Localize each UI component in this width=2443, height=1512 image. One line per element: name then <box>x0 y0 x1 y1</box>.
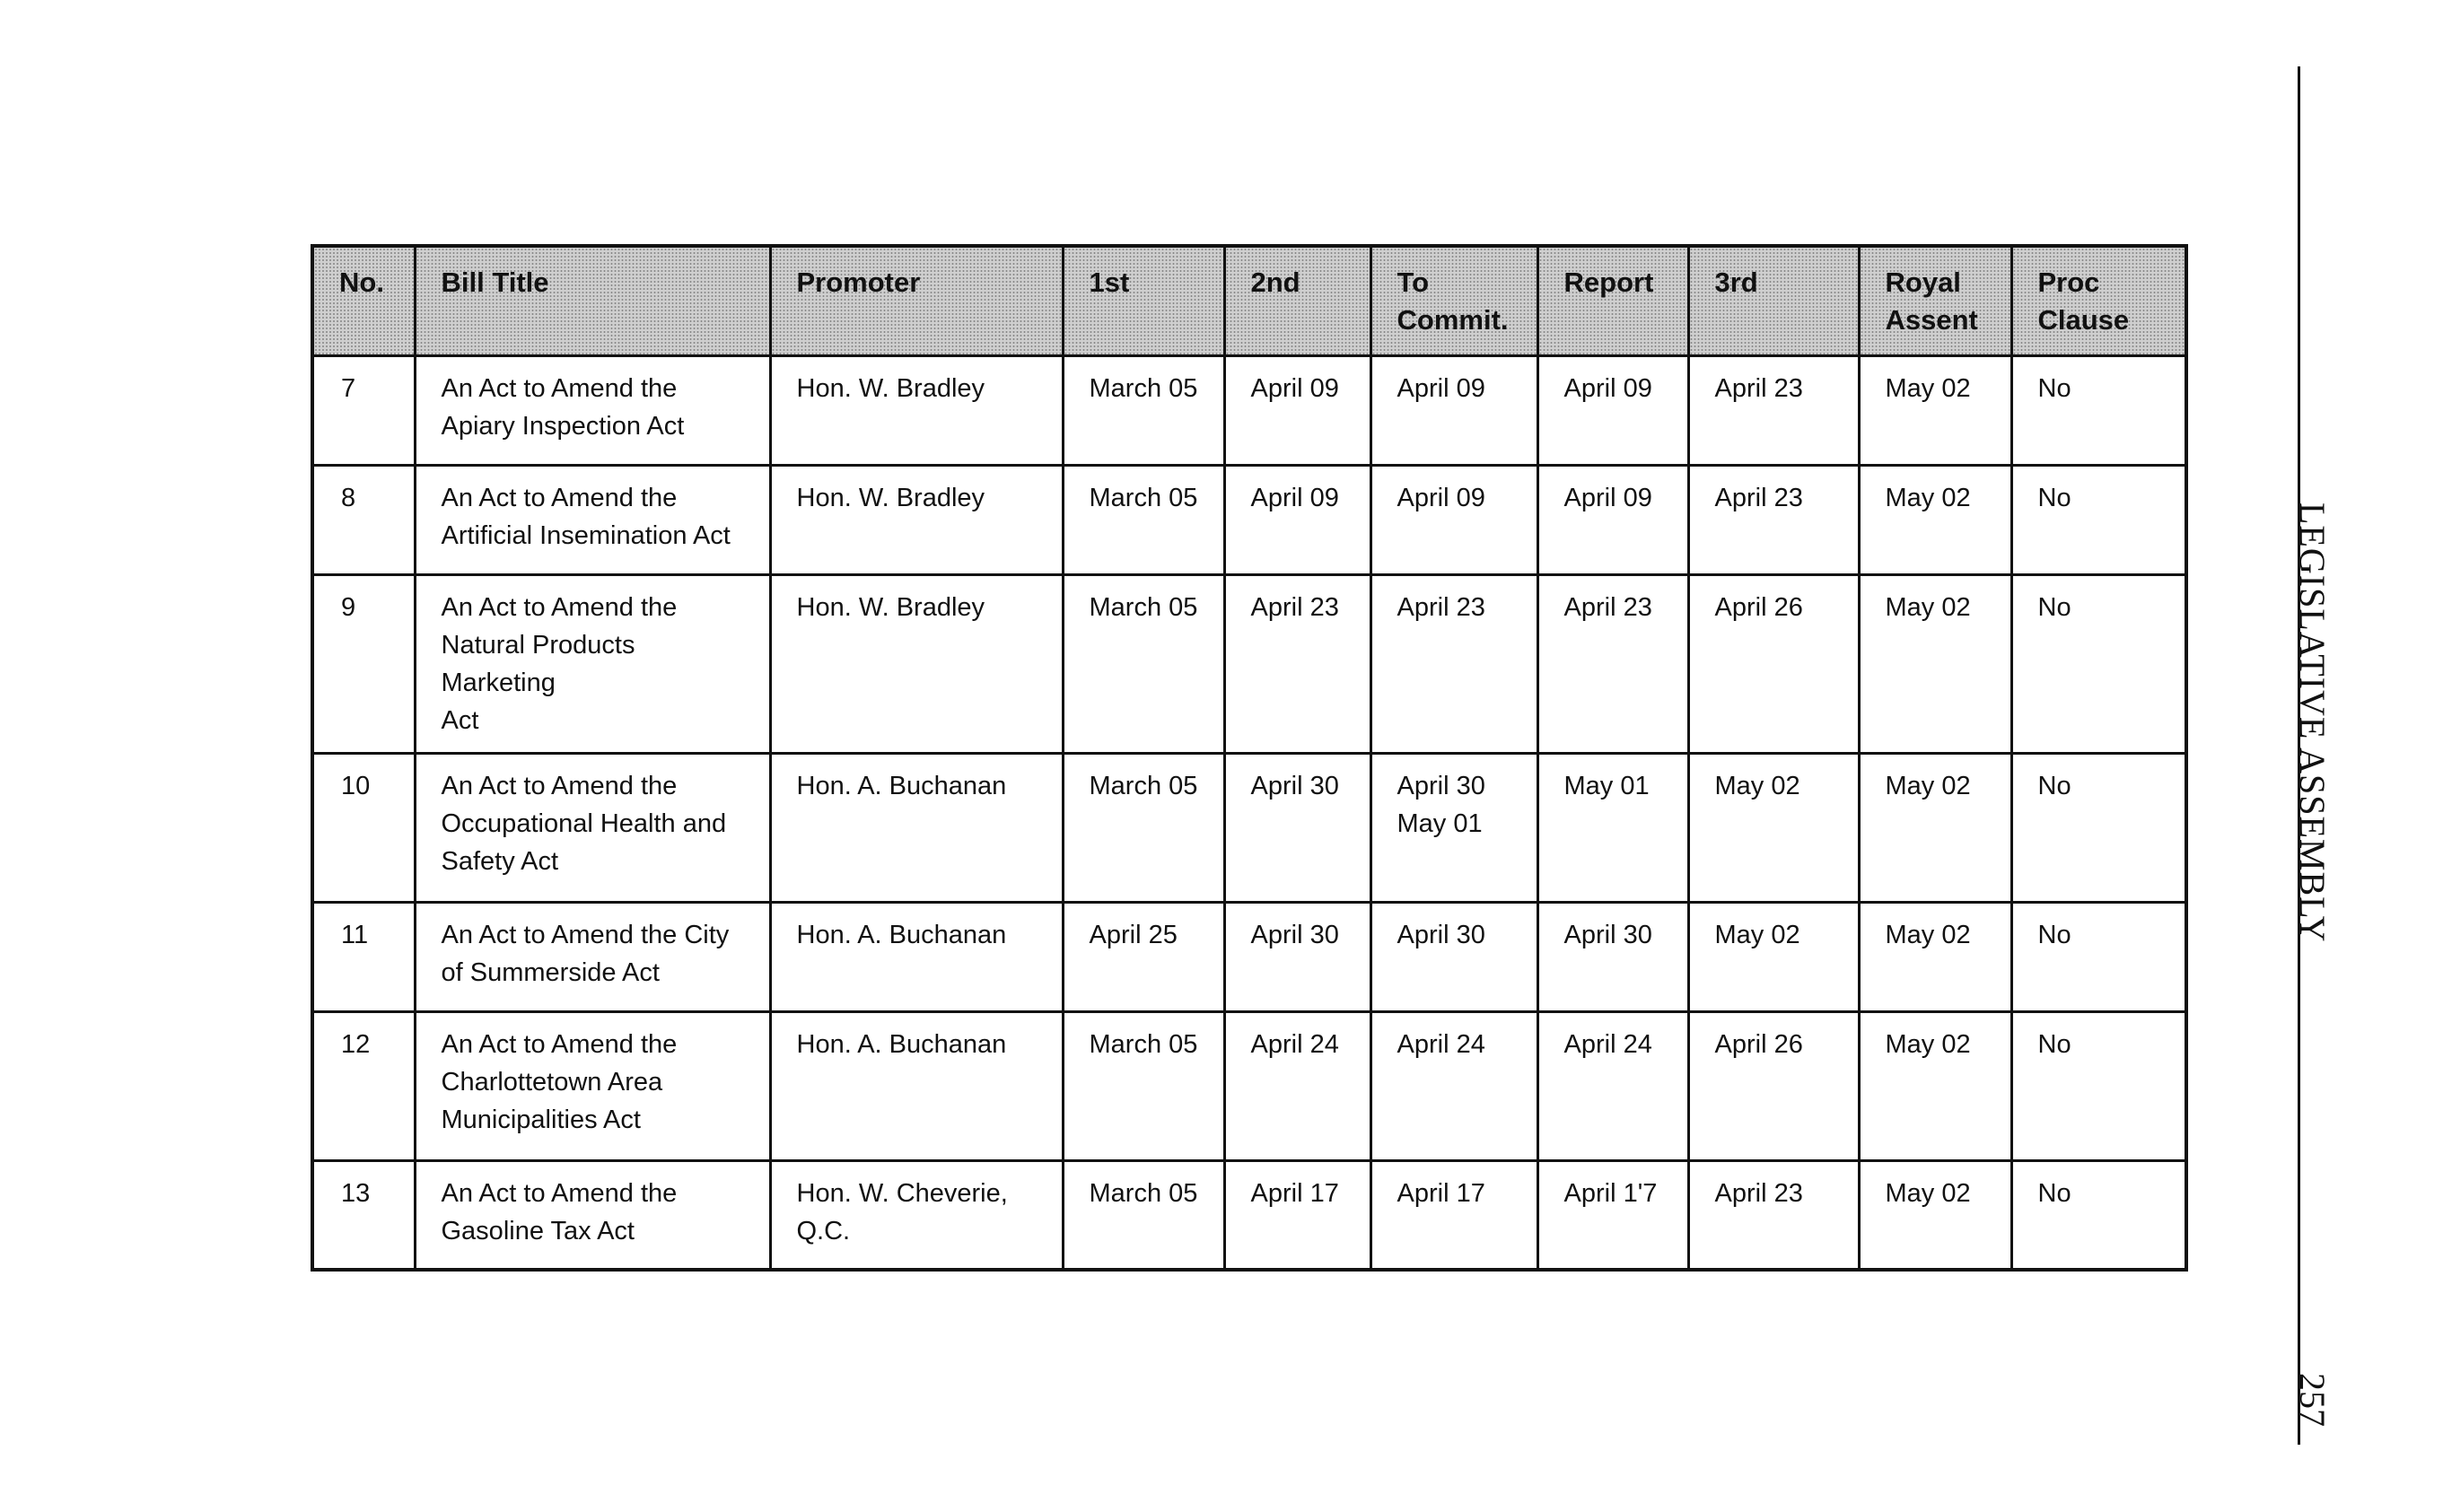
bill-title: An Act to Amend the Apiary Inspection Act <box>415 355 770 465</box>
second-reading-date: April 23 <box>1224 574 1370 753</box>
royal-assent-date: May 02 <box>1859 1011 2011 1160</box>
report-date: April 1'7 <box>1537 1160 1688 1270</box>
header-row <box>312 246 2186 355</box>
header-third-reading: 3rd <box>1688 246 1859 355</box>
committee-date: April 09 <box>1370 465 1537 574</box>
bill-title: An Act to Amend the City of Summerside Act <box>415 902 770 1011</box>
report-date: May 01 <box>1537 753 1688 902</box>
first-reading-date: March 05 <box>1063 465 1224 574</box>
royal-assent-date: May 02 <box>1859 1160 2011 1270</box>
bill-title: An Act to Amend the Artificial Insemination Act <box>415 465 770 574</box>
committee-date: April 09 <box>1370 355 1537 465</box>
header-second-reading: 2nd <box>1224 246 1370 355</box>
header-proc-clause: Proc Clause <box>2011 246 2186 355</box>
royal-assent-date: May 02 <box>1859 355 2011 465</box>
proc-clause-value: No <box>2011 574 2186 753</box>
header-promoter: Promoter <box>770 246 1063 355</box>
second-reading-date: April 30 <box>1224 753 1370 902</box>
proc-clause-value: No <box>2011 355 2186 465</box>
first-reading-date: March 05 <box>1063 355 1224 465</box>
third-reading-date: April 26 <box>1688 574 1859 753</box>
second-reading-date: April 09 <box>1224 465 1370 574</box>
report-date: April 24 <box>1537 1011 1688 1160</box>
third-reading-date: May 02 <box>1688 753 1859 902</box>
report-date: April 30 <box>1537 902 1688 1011</box>
bills-table <box>311 244 2188 1272</box>
header-no: No. <box>312 246 415 355</box>
committee-date: April 24 <box>1370 1011 1537 1160</box>
bill-number: 7 <box>312 355 415 465</box>
committee-date: April 30 May 01 <box>1370 753 1537 902</box>
second-reading-date: April 09 <box>1224 355 1370 465</box>
bill-promoter: Hon. W. Bradley <box>770 355 1063 465</box>
proc-clause-value: No <box>2011 902 2186 1011</box>
third-reading-date: May 02 <box>1688 902 1859 1011</box>
table-row <box>312 902 2186 1011</box>
committee-date: April 30 <box>1370 902 1537 1011</box>
first-reading-date: March 05 <box>1063 753 1224 902</box>
running-title: LEGISLATIVE ASSEMBLY <box>2292 503 2333 943</box>
bill-number: 10 <box>312 753 415 902</box>
table-row <box>312 753 2186 902</box>
header-report: Report <box>1537 246 1688 355</box>
bill-title: An Act to Amend the Charlottetown Area Municipalities Act <box>415 1011 770 1160</box>
report-date: April 09 <box>1537 465 1688 574</box>
header-bill-title: Bill Title <box>415 246 770 355</box>
bill-promoter: Hon. A. Buchanan <box>770 902 1063 1011</box>
first-reading-date: April 25 <box>1063 902 1224 1011</box>
report-date: April 23 <box>1537 574 1688 753</box>
committee-date: April 23 <box>1370 574 1537 753</box>
first-reading-date: March 05 <box>1063 1011 1224 1160</box>
committee-date: April 17 <box>1370 1160 1537 1270</box>
royal-assent-date: May 02 <box>1859 465 2011 574</box>
bill-number: 12 <box>312 1011 415 1160</box>
header-first-reading: 1st <box>1063 246 1224 355</box>
bill-promoter: Hon. W. Cheverie, Q.C. <box>770 1160 1063 1270</box>
proc-clause-value: No <box>2011 465 2186 574</box>
header-to-commit: To Commit. <box>1370 246 1537 355</box>
first-reading-date: March 05 <box>1063 1160 1224 1270</box>
bill-number: 13 <box>312 1160 415 1270</box>
table-row <box>312 1160 2186 1270</box>
bill-promoter: Hon. A. Buchanan <box>770 1011 1063 1160</box>
table-row <box>312 1011 2186 1160</box>
bill-number: 11 <box>312 902 415 1011</box>
bill-title: An Act to Amend the Occupational Health and Safety Act <box>415 753 770 902</box>
second-reading-date: April 17 <box>1224 1160 1370 1270</box>
page-number: 257 <box>2292 1373 2333 1427</box>
first-reading-date: March 05 <box>1063 574 1224 753</box>
bill-promoter: Hon. W. Bradley <box>770 465 1063 574</box>
third-reading-date: April 23 <box>1688 355 1859 465</box>
second-reading-date: April 24 <box>1224 1011 1370 1160</box>
bill-title: An Act to Amend the Gasoline Tax Act <box>415 1160 770 1270</box>
third-reading-date: April 26 <box>1688 1011 1859 1160</box>
proc-clause-value: No <box>2011 1011 2186 1160</box>
bill-promoter: Hon. A. Buchanan <box>770 753 1063 902</box>
table-row <box>312 465 2186 574</box>
second-reading-date: April 30 <box>1224 902 1370 1011</box>
bill-number: 9 <box>312 574 415 753</box>
third-reading-date: April 23 <box>1688 1160 1859 1270</box>
royal-assent-date: May 02 <box>1859 902 2011 1011</box>
third-reading-date: April 23 <box>1688 465 1859 574</box>
bill-title: An Act to Amend the Natural Products Marketing Act <box>415 574 770 753</box>
table-row <box>312 574 2186 753</box>
bill-number: 8 <box>312 465 415 574</box>
report-date: April 09 <box>1537 355 1688 465</box>
header-royal-assent: Royal Assent <box>1859 246 2011 355</box>
royal-assent-date: May 02 <box>1859 574 2011 753</box>
proc-clause-value: No <box>2011 1160 2186 1270</box>
table-row <box>312 355 2186 465</box>
bill-promoter: Hon. W. Bradley <box>770 574 1063 753</box>
proc-clause-value: No <box>2011 753 2186 902</box>
royal-assent-date: May 02 <box>1859 753 2011 902</box>
